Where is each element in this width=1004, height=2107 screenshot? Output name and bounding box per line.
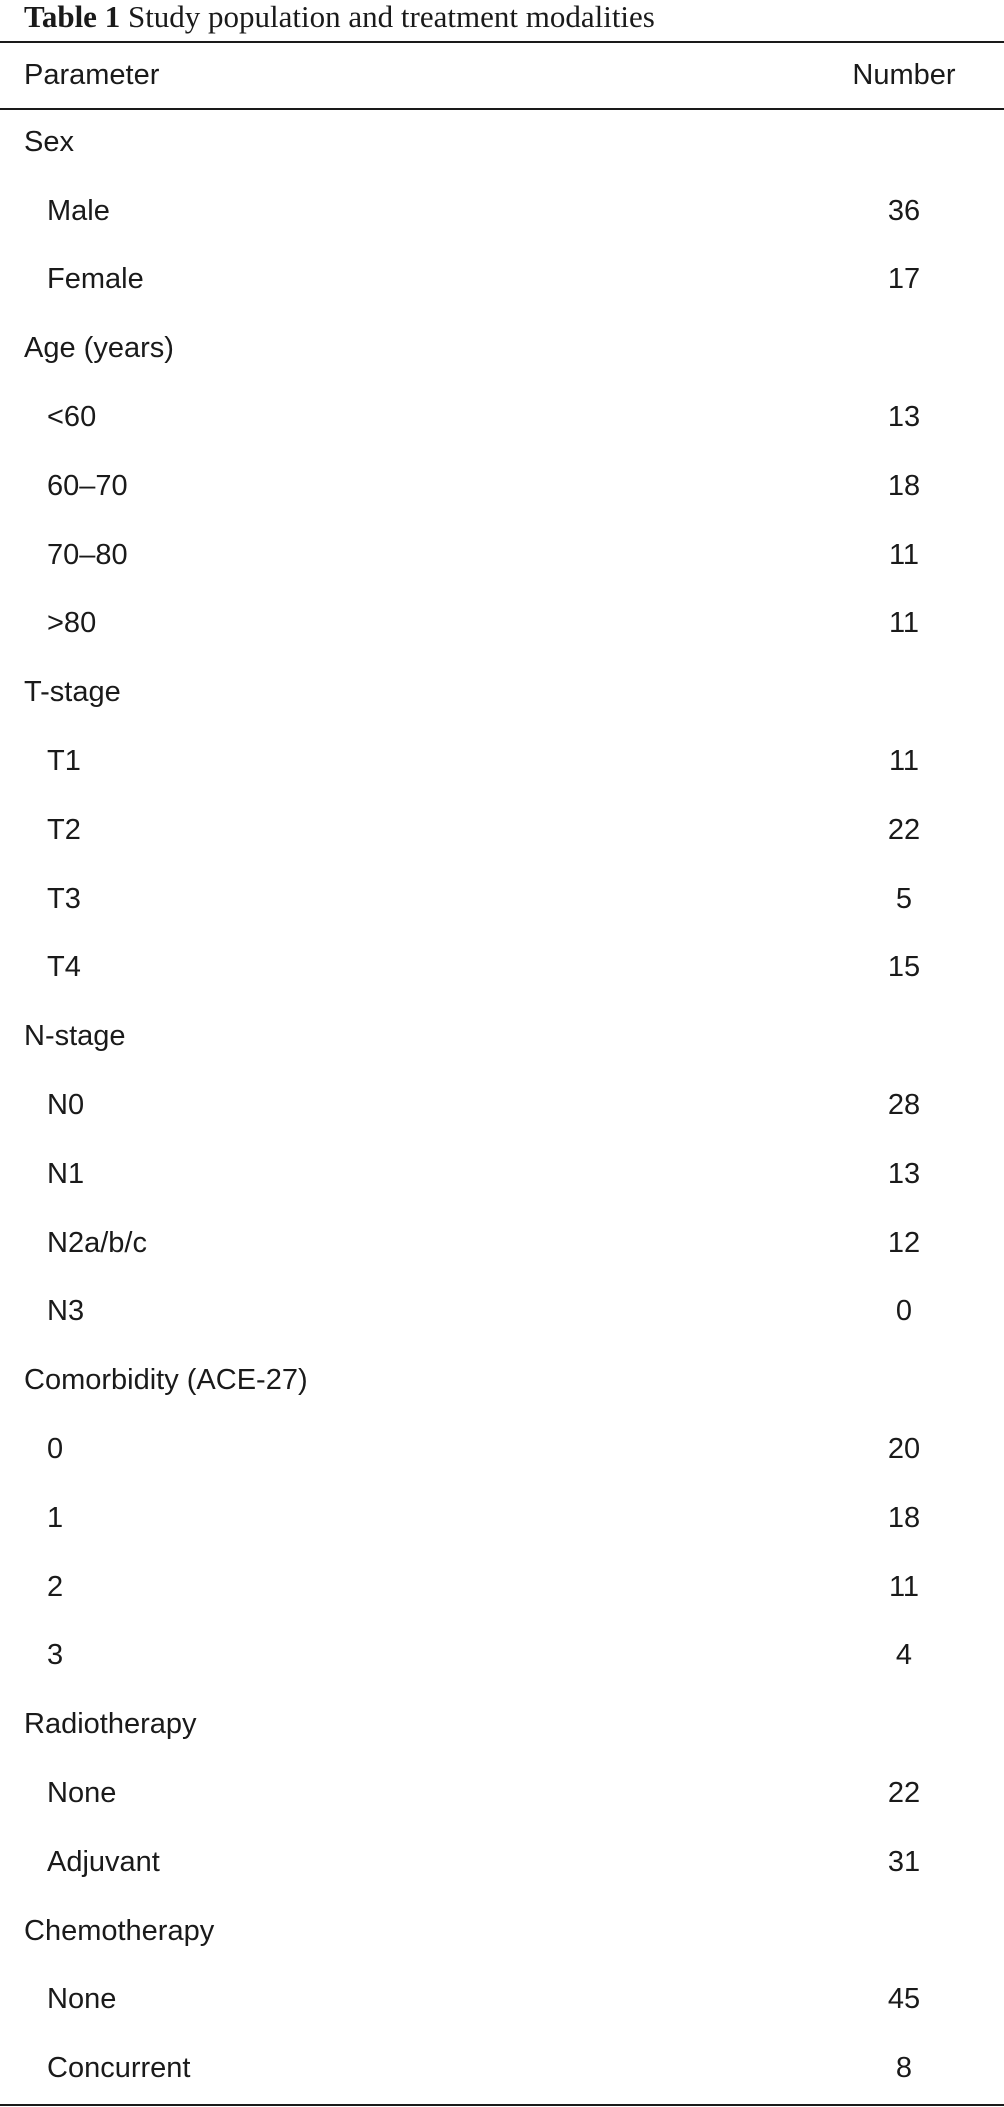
table-row	[0, 177, 1004, 246]
row-number: 20	[887, 1433, 921, 1466]
table-row	[0, 383, 1004, 452]
row-number: 13	[887, 401, 921, 434]
row-number	[804, 658, 1004, 727]
row-label: N2a/b/c	[47, 1226, 147, 1259]
row-label: T4	[47, 951, 81, 984]
row-number	[804, 1690, 1004, 1759]
table-row	[0, 1828, 1004, 1897]
bottom-rule	[0, 2104, 1004, 2106]
group-label: Sex	[24, 125, 74, 158]
row-label: 60–70	[47, 469, 128, 502]
group-label: N-stage	[24, 1020, 126, 1053]
row-label: T1	[47, 745, 81, 778]
row-number	[804, 1002, 1004, 1071]
row-label: Male	[47, 194, 110, 227]
row-number	[804, 314, 1004, 383]
row-label: None	[47, 1983, 117, 2016]
table-row	[0, 1278, 1004, 1347]
table-group-row	[0, 108, 1004, 177]
row-label: T3	[47, 882, 81, 915]
header-parameter: Parameter	[24, 59, 160, 91]
table-row	[0, 1071, 1004, 1140]
row-number: 17	[887, 263, 921, 296]
study-population-table	[0, 43, 1004, 2103]
row-label: N1	[47, 1157, 85, 1190]
row-label: 2	[47, 1570, 64, 1603]
row-label: N0	[47, 1089, 85, 1122]
row-number: 22	[887, 1777, 921, 1810]
row-label: <60	[47, 401, 97, 434]
table-row	[0, 1484, 1004, 1553]
table-row	[0, 796, 1004, 865]
group-label: Comorbidity (ACE-27)	[24, 1364, 308, 1397]
row-label: Adjuvant	[47, 1845, 160, 1878]
table-row	[0, 1415, 1004, 1484]
table-row	[0, 452, 1004, 521]
table-group-row	[0, 658, 1004, 727]
header-number: Number	[852, 59, 956, 91]
table-row	[0, 1966, 1004, 2035]
table-caption	[24, 0, 655, 38]
row-number: 11	[888, 1570, 920, 1603]
row-label: T2	[47, 813, 81, 846]
group-label: Age (years)	[24, 332, 174, 365]
table-row	[0, 727, 1004, 796]
table-header	[0, 43, 1004, 108]
table-group-row	[0, 1897, 1004, 1966]
row-number: 18	[887, 469, 921, 502]
table-row	[0, 1759, 1004, 1828]
row-number: 45	[887, 1983, 921, 2016]
row-number: 28	[887, 1089, 921, 1122]
row-number: 8	[895, 2052, 913, 2085]
row-label: Female	[47, 263, 144, 296]
table-group-row	[0, 1002, 1004, 1071]
row-number: 15	[887, 951, 921, 984]
table-group-row	[0, 1690, 1004, 1759]
row-label: 70–80	[47, 538, 128, 571]
row-label: 1	[47, 1501, 64, 1534]
row-number: 11	[888, 538, 920, 571]
row-number: 0	[895, 1295, 913, 1328]
row-number: 18	[887, 1501, 921, 1534]
row-label: 0	[47, 1433, 64, 1466]
table-row	[0, 1209, 1004, 1278]
table-row	[0, 865, 1004, 934]
row-label: N3	[47, 1295, 85, 1328]
table-row	[0, 2034, 1004, 2103]
row-number: 11	[888, 745, 920, 778]
table-body	[0, 108, 1004, 2103]
row-number: 31	[887, 1845, 921, 1878]
row-number	[804, 108, 1004, 177]
header-row	[0, 43, 1004, 108]
table-group-row	[0, 1346, 1004, 1415]
group-label: Chemotherapy	[24, 1914, 215, 1947]
table-row	[0, 246, 1004, 315]
group-label: T-stage	[24, 676, 121, 709]
row-label: >80	[47, 607, 97, 640]
row-number: 22	[887, 813, 921, 846]
table-row	[0, 934, 1004, 1003]
row-number: 4	[895, 1639, 913, 1672]
row-number: 12	[887, 1226, 921, 1259]
row-label: 3	[47, 1639, 64, 1672]
row-number	[804, 1346, 1004, 1415]
table-row	[0, 521, 1004, 590]
row-label: None	[47, 1777, 117, 1810]
row-label: Concurrent	[47, 2052, 191, 2085]
table-caption-text: Study population and treatment modalities	[127, 0, 655, 34]
table-row	[0, 1140, 1004, 1209]
row-number: 13	[887, 1157, 921, 1190]
table-row	[0, 1622, 1004, 1691]
table-caption-label: Table 1	[24, 0, 121, 34]
group-label: Radiotherapy	[24, 1708, 197, 1741]
row-number: 5	[895, 882, 913, 915]
row-number	[804, 1897, 1004, 1966]
table-group-row	[0, 314, 1004, 383]
table-row	[0, 590, 1004, 659]
row-number: 36	[887, 194, 921, 227]
table-row	[0, 1553, 1004, 1622]
row-number: 11	[888, 607, 920, 640]
